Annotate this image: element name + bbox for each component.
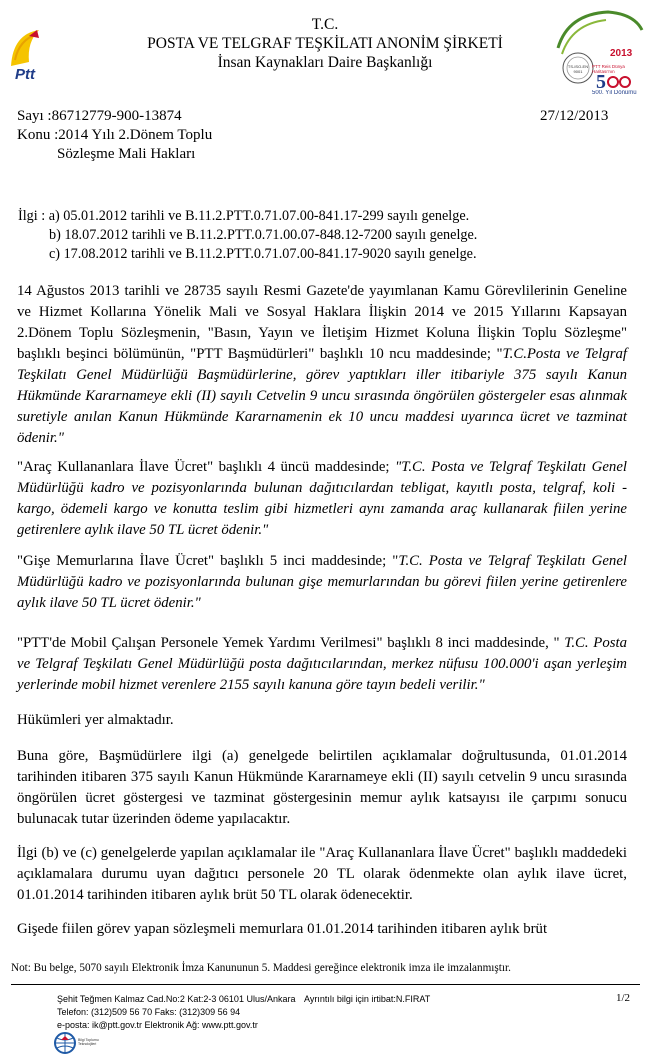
paragraph-7 bbox=[17, 843, 627, 906]
page-number: 1/2 bbox=[616, 992, 631, 1004]
footer-phone: Telefon: (312)509 56 70 Faks: (312)309 56 94 bbox=[57, 1007, 241, 1017]
reference-a: İlgi : a) 05.01.2012 tarihli ve B.11.2.PTT.0.71.07.00-841.17-299 sayılı genelge. bbox=[18, 208, 470, 224]
footer-divider bbox=[11, 984, 640, 985]
reference-b: b) 18.07.2012 tarihli ve B.11.2.PTT.0.71.00.07-848.12-7200 sayılı genelge. bbox=[49, 227, 478, 243]
paragraph-1-text: 14 Ağustos 2013 tarihli ve 28735 sayılı Resmi Gazete'de yayımlanan Kamu Görevlilerinin Geneline ve Hizmet Kollarına Yönelik Mali ve Sosyal Haklara İlişkin 2014 ve 2015 Yıllarını Kapsayan 2.Dönem Toplu Sözleşmenin, "Basın, Yayın ve İletişim Hizmet Koluna İlişkin Toplu Sözleşme" başlıklı beşinci bölümünün, "PTT Başmüdürleri" başlıklı 10 ncu maddesinde; " bbox=[17, 283, 627, 362]
paragraph-5 bbox=[17, 710, 627, 731]
header-tc: T.C. bbox=[311, 16, 339, 33]
paragraph-4-text: "PTT'de Mobil Çalışan Personele Yemek Yardımı Verilmesi" başlıklı 8 inci maddesinde, " bbox=[17, 635, 565, 651]
paragraph-4 bbox=[17, 633, 627, 696]
footer-contact: Ayrıntılı bilgi için irtibat:N.FIRAT bbox=[304, 994, 431, 1004]
header-department: İnsan Kaynakları Daire Başkanlığı bbox=[217, 54, 433, 71]
paragraph-3-quote: T.C. Posta ve Telgraf Teşkilatı Genel Müdürlüğü kadro ve pozisyonlarında bulunan gişe memurlarından bu görevi fiilen yerine getirenlere aylık ilave 50 TL ücret ödenir." bbox=[17, 553, 628, 611]
badge-iso: TS-ISO-EN 9001 bbox=[567, 64, 589, 74]
btk-logo bbox=[53, 1030, 103, 1058]
paragraph-3 bbox=[17, 551, 627, 614]
paragraph-1 bbox=[17, 281, 627, 449]
paragraph-6 bbox=[17, 746, 627, 830]
document-number: Sayı :86712779-900-13874 bbox=[17, 108, 182, 124]
document-date: 27/12/2013 bbox=[540, 108, 609, 124]
svg-text:5: 5 bbox=[596, 71, 606, 93]
btk-caption: Bilgi Toplumu Teknolojileri bbox=[78, 1038, 99, 1046]
subject-line1: Konu :2014 Yılı 2.Dönem Toplu bbox=[17, 127, 213, 143]
footer-address: Şehit Teğmen Kalmaz Cad.No:2 Kat:2-3 06101 Ulus/Ankara bbox=[57, 994, 296, 1004]
header-company: POSTA VE TELGRAF TEŞKİLATI ANONİM ŞİRKETİ bbox=[147, 35, 503, 52]
e-signature-note: Not: Bu belge, 5070 sayılı Elektronik İmza Kanununun 5. Maddesi gereğince elektronik imza ile imzalanmıştır. bbox=[11, 962, 511, 974]
paragraph-2-text: "Araç Kullananlara İlave Ücret" başlıklı 4 üncü maddesinde; bbox=[17, 459, 396, 475]
paragraph-5-text: Hükümleri yer almaktadır. bbox=[17, 712, 174, 728]
anniversary-badge bbox=[548, 8, 646, 104]
paragraph-7-text: İlgi (b) ve (c) genelgelerde yapılan açıklamalar ile "Araç Kullananlara İlave Ücret" başlıklı maddedeki açıklamalara durumu uyan dağıtıcı personele 20 TL olarak ödenmekte olan aylık ilave ücret, 01.01.2014 tarihinden itibaren aylık brüt 50 TL olarak ödenecektir. bbox=[17, 845, 627, 903]
paragraph-2 bbox=[17, 457, 627, 541]
ptt-logo-text: Ptt bbox=[15, 66, 35, 83]
badge-year: 2013 bbox=[610, 48, 633, 59]
paragraph-3-text: "Gişe Memurlarına İlave Ücret" başlıklı 5 inci maddesinde; " bbox=[17, 553, 399, 569]
paragraph-1-quote: T.C.Posta ve Telgraf Teşkilatı Genel Müdürlüğü Başmüdürlerine, görev yaptıkları iller itibariyle 375 sayılı Kanun Hükmünde Kararnameye ekli (II) sayılı Cetvelin 9 uncu sırasında öngörülen göstergeler esas alınmak suretiyle anılan Kanun Hükmünde Kararnamenin ek 10 uncu maddesi uyarınca ücret ve tazminat ödenir." bbox=[17, 346, 627, 446]
paragraph-2-quote: "T.C. Posta ve Telgraf Teşkilatı Genel Müdürlüğü kadro ve pozisyonlarında bulunan dağıtıcılardan tebligat, kayıtlı posta, telgraf, koli - kargo, ödemeli kargo ve konutta teslim gibi hizmetleri aynı zamanda araç kullanarak fiilen yerine getirenlere aylık ilave 50 TL ücret ödenir." bbox=[17, 459, 628, 538]
subject-line2: Sözleşme Mali Hakları bbox=[57, 146, 196, 162]
badge-yildonumu: 500. Yıl Dönümü bbox=[592, 90, 637, 96]
footer-email: e-posta: ik@ptt.gov.tr Elektronik Ağ: www.ptt.gov.tr bbox=[57, 1020, 258, 1030]
badge-caption: PTT Reis Dünya Haritası'nın bbox=[592, 64, 625, 74]
paragraph-8-text: Gişede fiilen görev yapan sözleşmeli memurlara 01.01.2014 tarihinden itibaren aylık brüt bbox=[17, 921, 548, 937]
paragraph-6-text: Buna göre, Başmüdürlere ilgi (a) genelgede belirtilen açıklamalar doğrultusunda, 01.01.2014 tarihinden itibaren 375 sayılı Kanun Hükmünde Kararnameye ekli (II) sayılı cetvelin 9 uncu sırasında öngörülen ücret göstergesi ve tazminat göstergesinin memur aylık katsayısı ile çarpımı sonucu bulunacak tutar üzerinden ödeme yapılacaktır. bbox=[17, 748, 627, 827]
reference-c: c) 17.08.2012 tarihli ve B.11.2.PTT.0.71.07.00-841.17-9020 sayılı genelge. bbox=[49, 246, 477, 262]
paragraph-8 bbox=[17, 919, 627, 940]
paragraph-4-quote: T.C. Posta ve Telgraf Teşkilatı Genel Müdürlüğü posta dağıtıcılarından, merkez nüfusu 100.000'i aşan yerleşim yerlerinde mobil hizmet verenlere 2155 sayılı kanuna göre tayın bedeli verilir." bbox=[17, 635, 627, 693]
